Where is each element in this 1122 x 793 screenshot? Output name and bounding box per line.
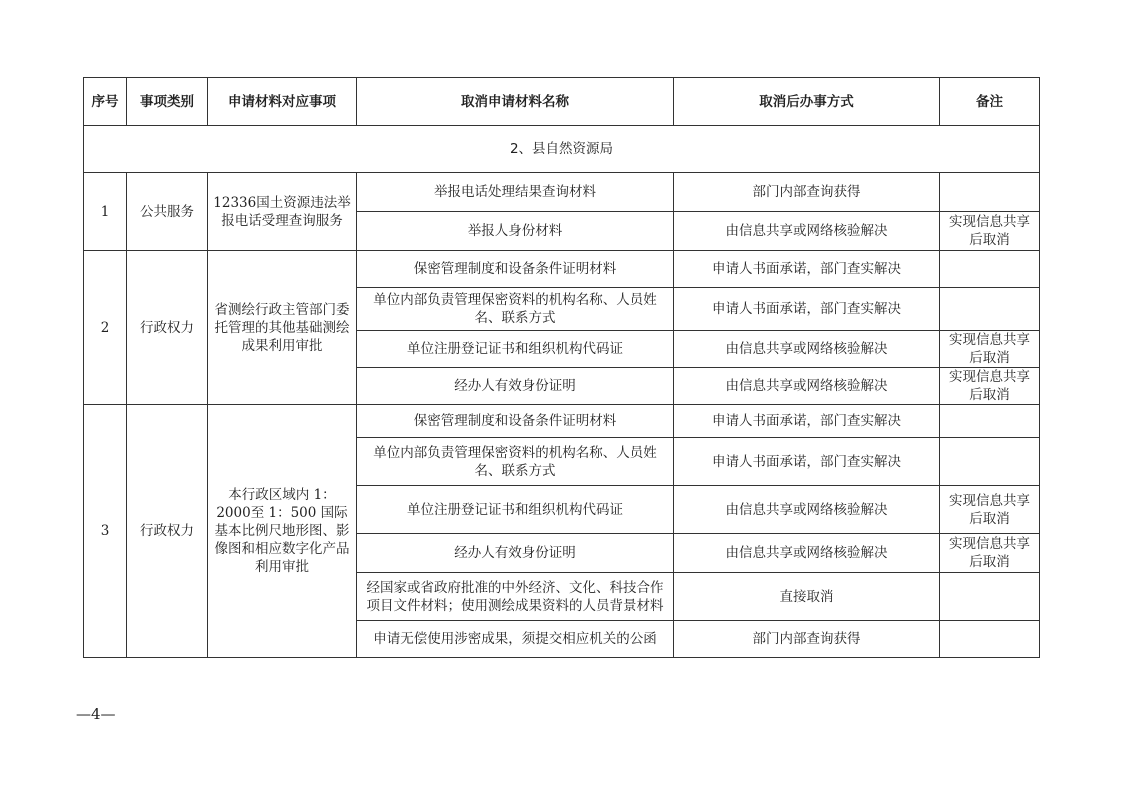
row-category: 公共服务 bbox=[127, 173, 208, 251]
row-method: 由信息共享或网络核验解决 bbox=[674, 331, 940, 368]
row-method: 部门内部查询获得 bbox=[674, 173, 940, 212]
row-method: 部门内部查询获得 bbox=[674, 621, 940, 658]
row-method: 申请人书面承诺，部门查实解决 bbox=[674, 251, 940, 288]
row-method: 申请人书面承诺，部门查实解决 bbox=[674, 405, 940, 438]
row-material: 单位注册登记证书和组织机构代码证 bbox=[357, 331, 674, 368]
row-material: 申请无偿使用涉密成果，须提交相应机关的公函 bbox=[357, 621, 674, 658]
row-material: 举报电话处理结果查询材料 bbox=[357, 173, 674, 212]
header-item: 申请材料对应事项 bbox=[208, 78, 357, 126]
table-row bbox=[84, 251, 1040, 288]
header-index: 序号 bbox=[84, 78, 127, 126]
row-note: 实现信息共享后取消 bbox=[940, 212, 1040, 251]
row-category: 行政权力 bbox=[127, 405, 208, 658]
row-note: 实现信息共享后取消 bbox=[940, 331, 1040, 368]
row-method: 申请人书面承诺，部门查实解决 bbox=[674, 438, 940, 486]
header-category: 事项类别 bbox=[127, 78, 208, 126]
row-material: 单位注册登记证书和组织机构代码证 bbox=[357, 486, 674, 534]
row-material: 举报人身份材料 bbox=[357, 212, 674, 251]
table-row bbox=[84, 173, 1040, 212]
header-note: 备注 bbox=[940, 78, 1040, 126]
row-material: 单位内部负责管理保密资料的机构名称、人员姓名、联系方式 bbox=[357, 288, 674, 331]
row-material: 经办人有效身份证明 bbox=[357, 368, 674, 405]
row-method: 由信息共享或网络核验解决 bbox=[674, 368, 940, 405]
row-method: 由信息共享或网络核验解决 bbox=[674, 486, 940, 534]
row-method: 直接取消 bbox=[674, 573, 940, 621]
row-material: 单位内部负责管理保密资料的机构名称、人员姓名、联系方式 bbox=[357, 438, 674, 486]
row-note bbox=[940, 288, 1040, 331]
row-note bbox=[940, 251, 1040, 288]
table-row bbox=[84, 405, 1040, 438]
table-header-row bbox=[84, 78, 1040, 126]
section-title: 2、县自然资源局 bbox=[84, 126, 1040, 173]
row-item: 本行政区域内 1：2000至 1：500 国际基本比例尺地形图、影像图和相应数字化产品利用审批 bbox=[208, 405, 357, 658]
row-material: 保密管理制度和设备条件证明材料 bbox=[357, 251, 674, 288]
row-item: 12336国土资源违法举报电话受理查询服务 bbox=[208, 173, 357, 251]
row-material: 经国家或省政府批准的中外经济、文化、科技合作项目文件材料；使用测绘成果资料的人员背景材料 bbox=[357, 573, 674, 621]
row-method: 申请人书面承诺，部门查实解决 bbox=[674, 288, 940, 331]
material-cancellation-table bbox=[83, 77, 1040, 658]
row-method: 由信息共享或网络核验解决 bbox=[674, 534, 940, 573]
row-note: 实现信息共享后取消 bbox=[940, 486, 1040, 534]
page-number: —4— bbox=[76, 705, 116, 723]
row-number: 3 bbox=[84, 405, 127, 658]
row-note: 实现信息共享后取消 bbox=[940, 534, 1040, 573]
row-number: 1 bbox=[84, 173, 127, 251]
row-note bbox=[940, 573, 1040, 621]
row-method: 由信息共享或网络核验解决 bbox=[674, 212, 940, 251]
row-note bbox=[940, 621, 1040, 658]
row-material: 经办人有效身份证明 bbox=[357, 534, 674, 573]
row-material: 保密管理制度和设备条件证明材料 bbox=[357, 405, 674, 438]
section-row bbox=[84, 126, 1040, 173]
row-note bbox=[940, 438, 1040, 486]
row-note: 实现信息共享后取消 bbox=[940, 368, 1040, 405]
header-material: 取消申请材料名称 bbox=[357, 78, 674, 126]
row-number: 2 bbox=[84, 251, 127, 405]
row-note bbox=[940, 173, 1040, 212]
header-method: 取消后办事方式 bbox=[674, 78, 940, 126]
row-category: 行政权力 bbox=[127, 251, 208, 405]
row-item: 省测绘行政主管部门委托管理的其他基础测绘成果利用审批 bbox=[208, 251, 357, 405]
row-note bbox=[940, 405, 1040, 438]
